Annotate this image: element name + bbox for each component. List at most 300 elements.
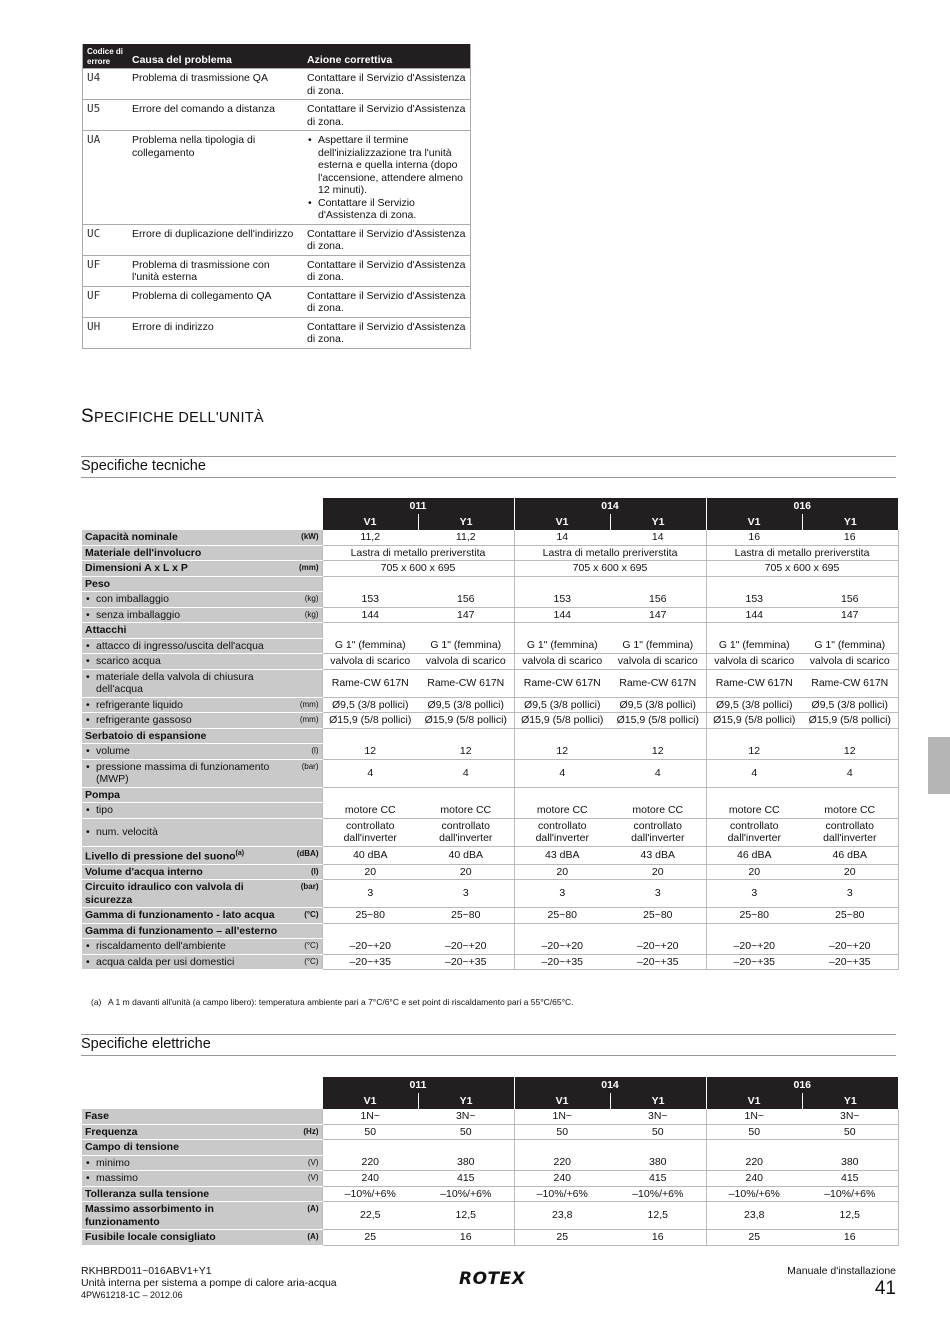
- spec-value: 220: [322, 1155, 418, 1171]
- spec-value: Ø9,5 (3/8 pollici): [322, 697, 418, 713]
- spec-value: Rame-CW 617N: [418, 669, 514, 697]
- spec-value: controllato dall'inverter: [514, 818, 610, 846]
- spec-value: 153: [322, 592, 418, 608]
- elec-spec-table: [82, 1077, 899, 1246]
- spec-bullet-label: [85, 1172, 288, 1185]
- spec-value: Ø9,5 (3/8 pollici): [514, 697, 610, 713]
- spec-value: 144: [514, 607, 610, 623]
- spec-value: –20~+35: [322, 954, 418, 970]
- spec-bullet-label: [85, 655, 288, 668]
- spec-value: 50: [418, 1124, 514, 1140]
- spec-value: Ø9,5 (3/8 pollici): [802, 697, 898, 713]
- spec-label: Volume d'acqua interno: [85, 865, 203, 878]
- spec-label: massimo: [96, 1172, 139, 1184]
- spec-label-cell: [82, 607, 322, 623]
- error-cause: Problema nella tipologia di collegamento: [128, 131, 303, 225]
- spec-bullet-label: [85, 671, 288, 696]
- header-blank: [82, 1077, 322, 1093]
- error-row: [83, 286, 471, 317]
- spec-label-cell: [82, 759, 322, 787]
- spec-label: pressione massima di funzionamento (MWP): [96, 760, 270, 785]
- spec-row: [82, 561, 898, 577]
- model-group-header: 011: [322, 498, 514, 514]
- spec-value: 4: [706, 759, 802, 787]
- spec-value: 156: [802, 592, 898, 608]
- spec-value: 12,5: [802, 1202, 898, 1230]
- model-group-header: 011: [322, 1077, 514, 1093]
- spec-empty-cell: [322, 623, 418, 639]
- spec-unit: (V): [307, 1157, 319, 1167]
- spec-label-cell: [82, 1230, 322, 1246]
- rule-top-elec: [81, 1034, 896, 1035]
- spec-empty-cell: [418, 787, 514, 803]
- spec-value: 415: [418, 1171, 514, 1187]
- spec-value: 14: [610, 530, 706, 545]
- spec-label: refrigerante liquido: [96, 698, 183, 711]
- spec-label: Pompa: [85, 788, 121, 801]
- action-text: Contattare il Servizio d'Assistenza di zona.: [307, 72, 466, 97]
- spec-label: materiale della valvola di chiusura dell'acqua: [96, 670, 254, 695]
- spec-value: –10%/+6%: [418, 1186, 514, 1202]
- spec-empty-cell: [418, 576, 514, 592]
- error-code-table: [82, 44, 471, 349]
- spec-empty-cell: [802, 576, 898, 592]
- model-variant-header: V1: [322, 514, 418, 530]
- spec-bullet-label: [85, 940, 288, 953]
- spec-value: G 1" (femmina): [706, 638, 802, 654]
- spec-label-cell: [82, 561, 322, 577]
- spec-label-cell: [82, 908, 322, 924]
- spec-label: Massimo assorbimento in funzionamento: [85, 1203, 214, 1228]
- spec-row: [82, 607, 898, 623]
- spec-label-cell: [82, 864, 322, 880]
- spec-value: 147: [610, 607, 706, 623]
- spec-value: 16: [610, 1230, 706, 1246]
- spec-label: Gamma di funzionamento - lato acqua: [85, 909, 275, 921]
- model-header-row: [82, 1093, 898, 1109]
- action-text: Contattare il Servizio d'Assistenza di zona.: [307, 320, 466, 345]
- spec-row: [82, 530, 898, 545]
- spec-value: controllato dall'inverter: [802, 818, 898, 846]
- error-row: [83, 224, 471, 255]
- spec-label: Livello di pressione del suono: [85, 850, 236, 862]
- spec-empty-cell: [514, 576, 610, 592]
- header-blank: [82, 514, 322, 530]
- spec-value: 4: [418, 759, 514, 787]
- spec-label: Serbatoio di espansione: [85, 729, 207, 742]
- spec-value: 380: [802, 1155, 898, 1171]
- spec-value: valvola di scarico: [706, 654, 802, 670]
- spec-value: 46 dBA: [802, 846, 898, 864]
- spec-row: [82, 1124, 898, 1140]
- model-variant-header: Y1: [610, 514, 706, 530]
- spec-value: 25: [706, 1230, 802, 1246]
- spec-value: Ø15,9 (5/8 pollici): [706, 713, 802, 729]
- spec-value: G 1" (femmina): [802, 638, 898, 654]
- spec-empty-cell: [418, 623, 514, 639]
- spec-value: 144: [322, 607, 418, 623]
- spec-value: 40 dBA: [322, 846, 418, 864]
- spec-value: valvola di scarico: [322, 654, 418, 670]
- model-variant-header: Y1: [802, 514, 898, 530]
- header-code: Codice di errore: [83, 44, 129, 69]
- spec-row: [82, 880, 898, 908]
- spec-value: controllato dall'inverter: [418, 818, 514, 846]
- error-code: UH: [83, 317, 129, 348]
- spec-value: 43 dBA: [610, 846, 706, 864]
- spec-label: Campo di tensione: [85, 1141, 179, 1153]
- spec-label: minimo: [96, 1156, 130, 1169]
- spec-label-cell: [82, 713, 322, 729]
- spec-row: [82, 818, 898, 846]
- action-item: • Contattare il Servizio d'Assistenza di zona.: [307, 197, 466, 222]
- spec-value: 4: [802, 759, 898, 787]
- spec-value: Ø15,9 (5/8 pollici): [514, 713, 610, 729]
- header-blank: [82, 1093, 322, 1109]
- rule-top-tech: [81, 456, 896, 457]
- spec-bullet-label: [85, 956, 288, 969]
- spec-value: 46 dBA: [706, 846, 802, 864]
- spec-value: 3: [514, 880, 610, 908]
- spec-value: motore CC: [610, 803, 706, 819]
- model-variant-header: V1: [322, 1093, 418, 1109]
- spec-label-cell: [82, 1140, 322, 1156]
- spec-unit: (mm): [299, 699, 319, 709]
- spec-value: 25~80: [514, 908, 610, 924]
- spec-value: 20: [322, 864, 418, 880]
- spec-empty-cell: [802, 728, 898, 744]
- spec-value: 153: [706, 592, 802, 608]
- spec-label: volume: [96, 745, 130, 757]
- spec-value: 147: [418, 607, 514, 623]
- spec-row: [82, 803, 898, 819]
- spec-empty-cell: [418, 728, 514, 744]
- spec-value: 1N~: [706, 1109, 802, 1124]
- spec-row: [82, 623, 898, 639]
- error-action: [303, 317, 471, 348]
- model-variant-header: V1: [514, 1093, 610, 1109]
- error-cause: Errore di indirizzo: [128, 317, 303, 348]
- spec-value: 3: [322, 880, 418, 908]
- spec-label-cell: [82, 1186, 322, 1202]
- spec-label: con imballaggio: [96, 593, 169, 605]
- error-row: [83, 100, 471, 131]
- action-text: Contattare il Servizio d'Assistenza di zona.: [307, 227, 466, 252]
- spec-unit: (mm): [298, 563, 319, 572]
- spec-value: 23,8: [706, 1202, 802, 1230]
- model-group-header: 014: [514, 498, 706, 514]
- spec-label-cell: [82, 1155, 322, 1171]
- spec-value: 20: [802, 864, 898, 880]
- model-variant-header: Y1: [418, 1093, 514, 1109]
- spec-value: 50: [610, 1124, 706, 1140]
- spec-label-cell: [82, 1109, 322, 1124]
- spec-value: 12,5: [610, 1202, 706, 1230]
- spec-value: valvola di scarico: [418, 654, 514, 670]
- spec-label: scarico acqua: [96, 655, 161, 667]
- spec-empty-cell: [610, 787, 706, 803]
- spec-label-cell: [82, 803, 322, 819]
- model-variant-header: V1: [514, 514, 610, 530]
- spec-empty-cell: [514, 1140, 610, 1156]
- spec-row: [82, 1155, 898, 1171]
- spec-empty-cell: [610, 623, 706, 639]
- spec-value: G 1" (femmina): [322, 638, 418, 654]
- spec-label: attacco di ingresso/uscita dell'acqua: [96, 639, 264, 652]
- group-header-row: [82, 498, 898, 514]
- spec-value: controllato dall'inverter: [610, 818, 706, 846]
- spec-value: 22,5: [322, 1202, 418, 1230]
- spec-empty-cell: [706, 923, 802, 939]
- spec-bullet-label: [85, 699, 288, 712]
- spec-label-cell: [82, 530, 322, 545]
- spec-value: 12: [706, 744, 802, 760]
- spec-unit: (V): [307, 1173, 319, 1182]
- spec-empty-cell: [418, 923, 514, 939]
- spec-bullet-label: [85, 761, 288, 786]
- spec-empty-cell: [610, 923, 706, 939]
- spec-value: 3: [418, 880, 514, 908]
- spec-value: 3N~: [610, 1109, 706, 1124]
- spec-label-cell: [82, 1202, 322, 1230]
- manual-title: Manuale d'installazione: [787, 1265, 896, 1277]
- spec-label: Dimensioni A x L x P: [85, 562, 188, 574]
- spec-empty-cell: [706, 623, 802, 639]
- spec-value: 20: [706, 864, 802, 880]
- spec-bullet-label: [85, 714, 288, 727]
- header-action: Azione correttiva: [303, 44, 471, 69]
- spec-value: valvola di scarico: [610, 654, 706, 670]
- spec-row: [82, 954, 898, 970]
- error-row: [83, 69, 471, 100]
- spec-value: Ø9,5 (3/8 pollici): [706, 697, 802, 713]
- spec-value: Rame-CW 617N: [802, 669, 898, 697]
- spec-label-cell: [82, 923, 322, 939]
- spec-value: 50: [514, 1124, 610, 1140]
- spec-value: Ø9,5 (3/8 pollici): [610, 697, 706, 713]
- spec-label: Attacchi: [85, 624, 127, 636]
- spec-value: 12: [514, 744, 610, 760]
- spec-value: 25~80: [610, 908, 706, 924]
- spec-label-cell: [82, 654, 322, 670]
- spec-value: 43 dBA: [514, 846, 610, 864]
- spec-unit: (kg): [304, 594, 319, 603]
- spec-unit: (bar): [301, 761, 319, 771]
- spec-value: Rame-CW 617N: [322, 669, 418, 697]
- spec-value: 50: [322, 1124, 418, 1140]
- spec-row: [82, 864, 898, 880]
- error-code: UF: [83, 255, 129, 286]
- spec-bullet-label: [85, 1157, 288, 1170]
- spec-empty-cell: [706, 787, 802, 803]
- model-variant-header: V1: [706, 1093, 802, 1109]
- footnote: (a) A 1 m davanti all'unità (a campo libero): temperatura ambiente pari a 7°C/6°C e set point di riscaldamento pari a 55°C/65°C.: [91, 997, 574, 1007]
- header-cause: Causa del problema: [128, 44, 303, 69]
- spec-bullet-label: [85, 640, 288, 653]
- spec-unit: (kg): [304, 609, 319, 619]
- spec-empty-cell: [322, 787, 418, 803]
- spec-row: [82, 744, 898, 760]
- spec-empty-cell: [802, 623, 898, 639]
- spec-value: valvola di scarico: [514, 654, 610, 670]
- spec-value: –20~+35: [802, 954, 898, 970]
- spec-label: refrigerante gassoso: [96, 714, 192, 726]
- spec-value: 40 dBA: [418, 846, 514, 864]
- spec-value: Lastra di metallo preriverstita: [322, 545, 514, 561]
- spec-value: 3: [610, 880, 706, 908]
- spec-value: –20~+20: [418, 939, 514, 955]
- spec-label-cell: [82, 880, 322, 908]
- doc-code: 4PW61218-1C – 2012.06: [81, 1290, 183, 1300]
- spec-row: [82, 545, 898, 561]
- spec-unit: (A): [307, 1204, 319, 1213]
- error-action: [303, 100, 471, 131]
- spec-label-cell: [82, 592, 322, 608]
- spec-value: –20~+35: [610, 954, 706, 970]
- spec-bullet-label: [85, 593, 288, 606]
- spec-empty-cell: [514, 787, 610, 803]
- action-text: Contattare il Servizio d'Assistenza di zona.: [307, 258, 466, 283]
- error-code: UF: [83, 286, 129, 317]
- spec-label: acqua calda per usi domestici: [96, 955, 235, 968]
- spec-value: 156: [610, 592, 706, 608]
- spec-empty-cell: [706, 576, 802, 592]
- spec-row: [82, 1202, 898, 1230]
- spec-value: 144: [706, 607, 802, 623]
- error-action: [303, 224, 471, 255]
- spec-value: –20~+35: [418, 954, 514, 970]
- spec-value: –20~+35: [706, 954, 802, 970]
- error-code: UA: [83, 131, 129, 225]
- spec-label: tipo: [96, 804, 113, 816]
- spec-label: senza imballaggio: [96, 608, 181, 621]
- spec-row: [82, 638, 898, 654]
- spec-value: 147: [802, 607, 898, 623]
- spec-empty-cell: [322, 1140, 418, 1156]
- spec-empty-cell: [802, 923, 898, 939]
- spec-value: 20: [514, 864, 610, 880]
- spec-value: 20: [610, 864, 706, 880]
- footnote-ref: (a): [235, 849, 245, 857]
- spec-empty-cell: [322, 728, 418, 744]
- spec-value: motore CC: [322, 803, 418, 819]
- error-code: U4: [83, 69, 129, 100]
- spec-bullet-label: [85, 609, 288, 622]
- spec-empty-cell: [610, 728, 706, 744]
- spec-value: Lastra di metallo preriverstita: [706, 545, 898, 561]
- spec-row: [82, 939, 898, 955]
- spec-row: [82, 846, 898, 864]
- error-row: [83, 317, 471, 348]
- error-code: U5: [83, 100, 129, 131]
- spec-value: 4: [322, 759, 418, 787]
- spec-label: Capacità nominale: [85, 531, 178, 543]
- brand-logo: ROTEX: [459, 1269, 526, 1289]
- spec-value: –10%/+6%: [514, 1186, 610, 1202]
- spec-label-cell: [82, 576, 322, 592]
- doc-id: RKHBRD011~016ABV1+Y1: [81, 1265, 212, 1277]
- spec-value: controllato dall'inverter: [706, 818, 802, 846]
- spec-label: Circuito idraulico con valvola di sicurezza: [85, 881, 244, 906]
- footer-left: [81, 1265, 337, 1301]
- spec-empty-cell: [514, 728, 610, 744]
- spec-value: G 1" (femmina): [418, 638, 514, 654]
- spec-value: 12: [322, 744, 418, 760]
- action-text: Contattare il Servizio d'Assistenza di zona.: [307, 103, 466, 128]
- spec-row: [82, 654, 898, 670]
- error-cause: Errore del comando a distanza: [128, 100, 303, 131]
- spec-value: 705 x 600 x 695: [706, 561, 898, 577]
- model-group-header: 014: [514, 1077, 706, 1093]
- spec-value: 16: [802, 1230, 898, 1246]
- spec-label: num. velocità: [96, 825, 158, 838]
- spec-value: Ø15,9 (5/8 pollici): [418, 713, 514, 729]
- spec-label-cell: [82, 1124, 322, 1140]
- elec-spec-heading: Specifiche elettriche: [81, 1036, 211, 1052]
- spec-empty-cell: [418, 1140, 514, 1156]
- section-title: SPECIFICHE DELL'UNITÀ: [81, 406, 264, 427]
- spec-row: [82, 787, 898, 803]
- spec-value: valvola di scarico: [802, 654, 898, 670]
- spec-value: motore CC: [706, 803, 802, 819]
- spec-value: 705 x 600 x 695: [514, 561, 706, 577]
- spec-empty-cell: [322, 576, 418, 592]
- spec-empty-cell: [802, 787, 898, 803]
- spec-label-cell: [82, 728, 322, 744]
- spec-value: 1N~: [322, 1109, 418, 1124]
- spec-bullet-label: [85, 745, 288, 758]
- group-header-row: [82, 1077, 898, 1093]
- error-action: [303, 255, 471, 286]
- spec-value: 11,2: [418, 530, 514, 545]
- spec-value: –10%/+6%: [322, 1186, 418, 1202]
- spec-bullet-label: [85, 804, 288, 817]
- spec-label: Peso: [85, 577, 111, 590]
- spec-row: [82, 576, 898, 592]
- spec-row: [82, 908, 898, 924]
- spec-empty-cell: [706, 728, 802, 744]
- spec-label: Tolleranza sulla tensione: [85, 1187, 210, 1200]
- spec-row: [82, 759, 898, 787]
- model-variant-header: Y1: [418, 514, 514, 530]
- spec-value: 705 x 600 x 695: [322, 561, 514, 577]
- spec-value: 3N~: [418, 1109, 514, 1124]
- error-cause: Errore di duplicazione dell'indirizzo: [128, 224, 303, 255]
- error-row: [83, 131, 471, 225]
- spec-row: [82, 669, 898, 697]
- spec-row: [82, 1171, 898, 1187]
- spec-value: motore CC: [418, 803, 514, 819]
- spec-value: 23,8: [514, 1202, 610, 1230]
- spec-row: [82, 1109, 898, 1124]
- spec-value: 12,5: [418, 1202, 514, 1230]
- spec-label: Frequenza: [85, 1125, 138, 1138]
- spec-row: [82, 728, 898, 744]
- rule-bottom-tech: [81, 477, 896, 478]
- page-number: 41: [874, 1278, 896, 1299]
- spec-value: motore CC: [514, 803, 610, 819]
- error-cause: Problema di collegamento QA: [128, 286, 303, 317]
- spec-value: Rame-CW 617N: [706, 669, 802, 697]
- spec-label: Gamma di funzionamento – all'esterno: [85, 924, 278, 937]
- spec-value: 50: [706, 1124, 802, 1140]
- spec-label-cell: [82, 954, 322, 970]
- action-list: [307, 134, 466, 222]
- spec-value: 3: [802, 880, 898, 908]
- spec-label-cell: [82, 545, 322, 561]
- spec-value: 25~80: [706, 908, 802, 924]
- spec-row: [82, 592, 898, 608]
